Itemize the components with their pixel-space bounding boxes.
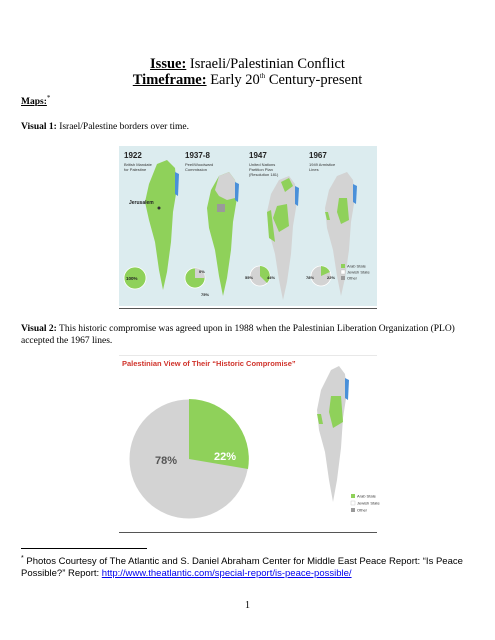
legend-1-other-swatch [341,276,345,280]
legend-2-other: Other [357,507,368,513]
pie-1967-label-b: 22% [327,275,336,280]
panel-1937-desc2: Commission [185,167,208,172]
pie-1947-label-a: 55% [245,275,254,280]
visual1-caption [21,121,189,133]
compromise-pie-large-label: 78% [155,455,178,467]
issue-value: Israeli/Palestinian Conflict [186,56,345,72]
panel-1937 [185,151,239,297]
panel-1947-desc2: Partition Plan [249,167,273,172]
jerusalem-label: Jerusalem [129,200,154,206]
legend-1-arab: Arab State [347,263,366,269]
legend-1-other: Other [347,275,358,281]
visual1-caption-text: Israel/Palestine borders over time. [56,122,189,132]
jerusalem-marker [158,207,161,210]
footnote [21,556,471,580]
legend-2-other-swatch [351,508,355,512]
legend-1-arab-swatch [341,264,345,268]
visual2-label: Visual 2: [21,324,57,334]
maps-label: Maps: [21,97,47,107]
water-1947 [295,186,299,206]
timeframe-sup: th [259,72,266,81]
water-1967 [353,184,357,204]
compromise-map-water [345,378,349,400]
visual1-label: Visual 1: [21,122,57,132]
panel-1947-desc3: (Resolution 181) [249,172,279,177]
water-1937 [235,182,239,202]
panel-1967-year: 1967 [309,151,327,160]
legend-2-arab: Arab State [357,493,376,499]
legend-2-jewish-swatch [351,501,355,505]
map-1937-other [217,204,225,212]
water-1922 [175,172,179,196]
panel-1922 [124,151,179,290]
historic-compromise-figure [119,355,380,531]
page-number: 1 [245,600,250,611]
panel-1967-desc2: Lines [309,167,319,172]
issue-label: Issue: [150,56,187,72]
footnote-text: Photos Courtesy of The Atlantic and S. Daniel Abraham Center for Middle East Peace Report: “Is Peace Possible?” Report: [21,556,463,579]
footnote-mark: * [21,554,24,562]
maps-footnote-mark: * [46,93,51,102]
pie-1937-label-a: 0% [199,269,205,274]
panel-1947-desc1: United Nations [249,162,276,167]
footnote-rule [21,548,147,549]
panel-1922-desc2: for Palestine [124,167,147,172]
panel-1967-desc1: 1949 Armistice [309,162,336,167]
pie-1947-label-b: 44% [267,275,276,280]
visual1-rule [119,308,377,309]
legend-2-arab-swatch [351,494,355,498]
legend-2-jewish: Jewish State [357,500,380,506]
panel-1922-year: 1922 [124,151,142,160]
visual2-rule [119,532,377,533]
borders-over-time-figure [119,146,377,306]
visual2-caption [21,323,476,347]
pie-1937-label-b: 75% [201,292,210,297]
compromise-pie-small-label: 22% [214,451,237,463]
timeframe-label: Timeframe: [132,72,207,88]
panel-1947 [245,151,299,300]
timeframe-value-end: Century-present [265,72,363,88]
timeframe-heading [0,72,495,88]
pie-1922-label: 100% [126,276,138,281]
maps-heading [21,93,51,108]
timeframe-value: Early 20 [206,72,260,88]
map-1922-arab [145,160,177,290]
pie-1967-label-a: 78% [306,275,315,280]
compromise-svg [119,356,380,531]
footnote-link[interactable]: http://www.theatlantic.com/special-report/is-peace-possible/ [101,568,352,579]
panel-1937-year: 1937-8 [185,151,210,160]
visual2-caption-text: This historic compromise was agreed upon in 1988 when the Palestinian Liberation Organization (PLO) accepted the 1967 lines. [21,324,455,346]
panel-1937-desc1: Peel/Woodward [185,162,214,167]
panel-1922-desc1: British Mandate [124,162,152,167]
issue-heading [0,56,495,72]
compromise-title: Palestinian View of Their “Historic Compromise” [122,359,296,368]
panel-1947-year: 1947 [249,151,267,160]
compromise-map-jewish [317,366,347,502]
borders-maps-svg [119,146,377,306]
legend-1-jewish: Jewish State [347,269,370,275]
legend-1-jewish-swatch [341,270,345,274]
